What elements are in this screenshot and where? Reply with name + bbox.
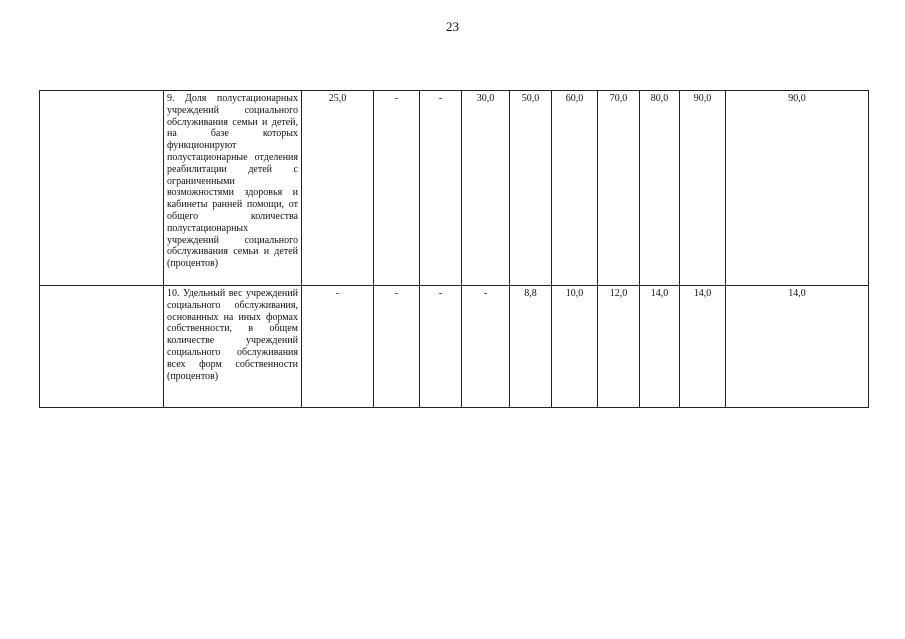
value-cell: -	[420, 286, 462, 408]
table-row	[40, 91, 869, 286]
page-number: 23	[446, 19, 459, 34]
value-cell: 8,8	[510, 286, 552, 408]
value-cell: 90,0	[680, 91, 726, 286]
value-cell: 50,0	[510, 91, 552, 286]
value-cell: 70,0	[598, 91, 640, 286]
value-cell: 80,0	[640, 91, 680, 286]
value-cell: 90,0	[726, 91, 869, 286]
value-cell: -	[462, 286, 510, 408]
value-cell: -	[374, 91, 420, 286]
value-cell: 30,0	[462, 91, 510, 286]
value-cell: 10,0	[552, 286, 598, 408]
indicator-description: 9. Доля полустационарных учреждений социального обслуживания семьи и детей, на базе которых функционируют полустационарные отделения реабилитации детей с ограниченными возможностями здоровья и кабинеты ранней помощи, от общего количества полустационарных учреждений социального обслуживания семьи и детей (процентов)	[164, 91, 302, 286]
value-cell: -	[302, 286, 374, 408]
empty-cell	[40, 91, 164, 286]
value-cell: 12,0	[598, 286, 640, 408]
value-cell: 14,0	[680, 286, 726, 408]
indicators-table	[39, 90, 869, 408]
empty-cell	[40, 286, 164, 408]
value-cell: -	[420, 91, 462, 286]
value-cell: 14,0	[726, 286, 869, 408]
table-row	[40, 286, 869, 408]
value-cell: -	[374, 286, 420, 408]
value-cell: 14,0	[640, 286, 680, 408]
value-cell: 25,0	[302, 91, 374, 286]
value-cell: 60,0	[552, 91, 598, 286]
indicator-description: 10. Удельный вес учреждений социального обслуживания, основанных на иных формах собственности, в общем количестве учреждений социального обслуживания всех форм собственности (процентов)	[164, 286, 302, 408]
